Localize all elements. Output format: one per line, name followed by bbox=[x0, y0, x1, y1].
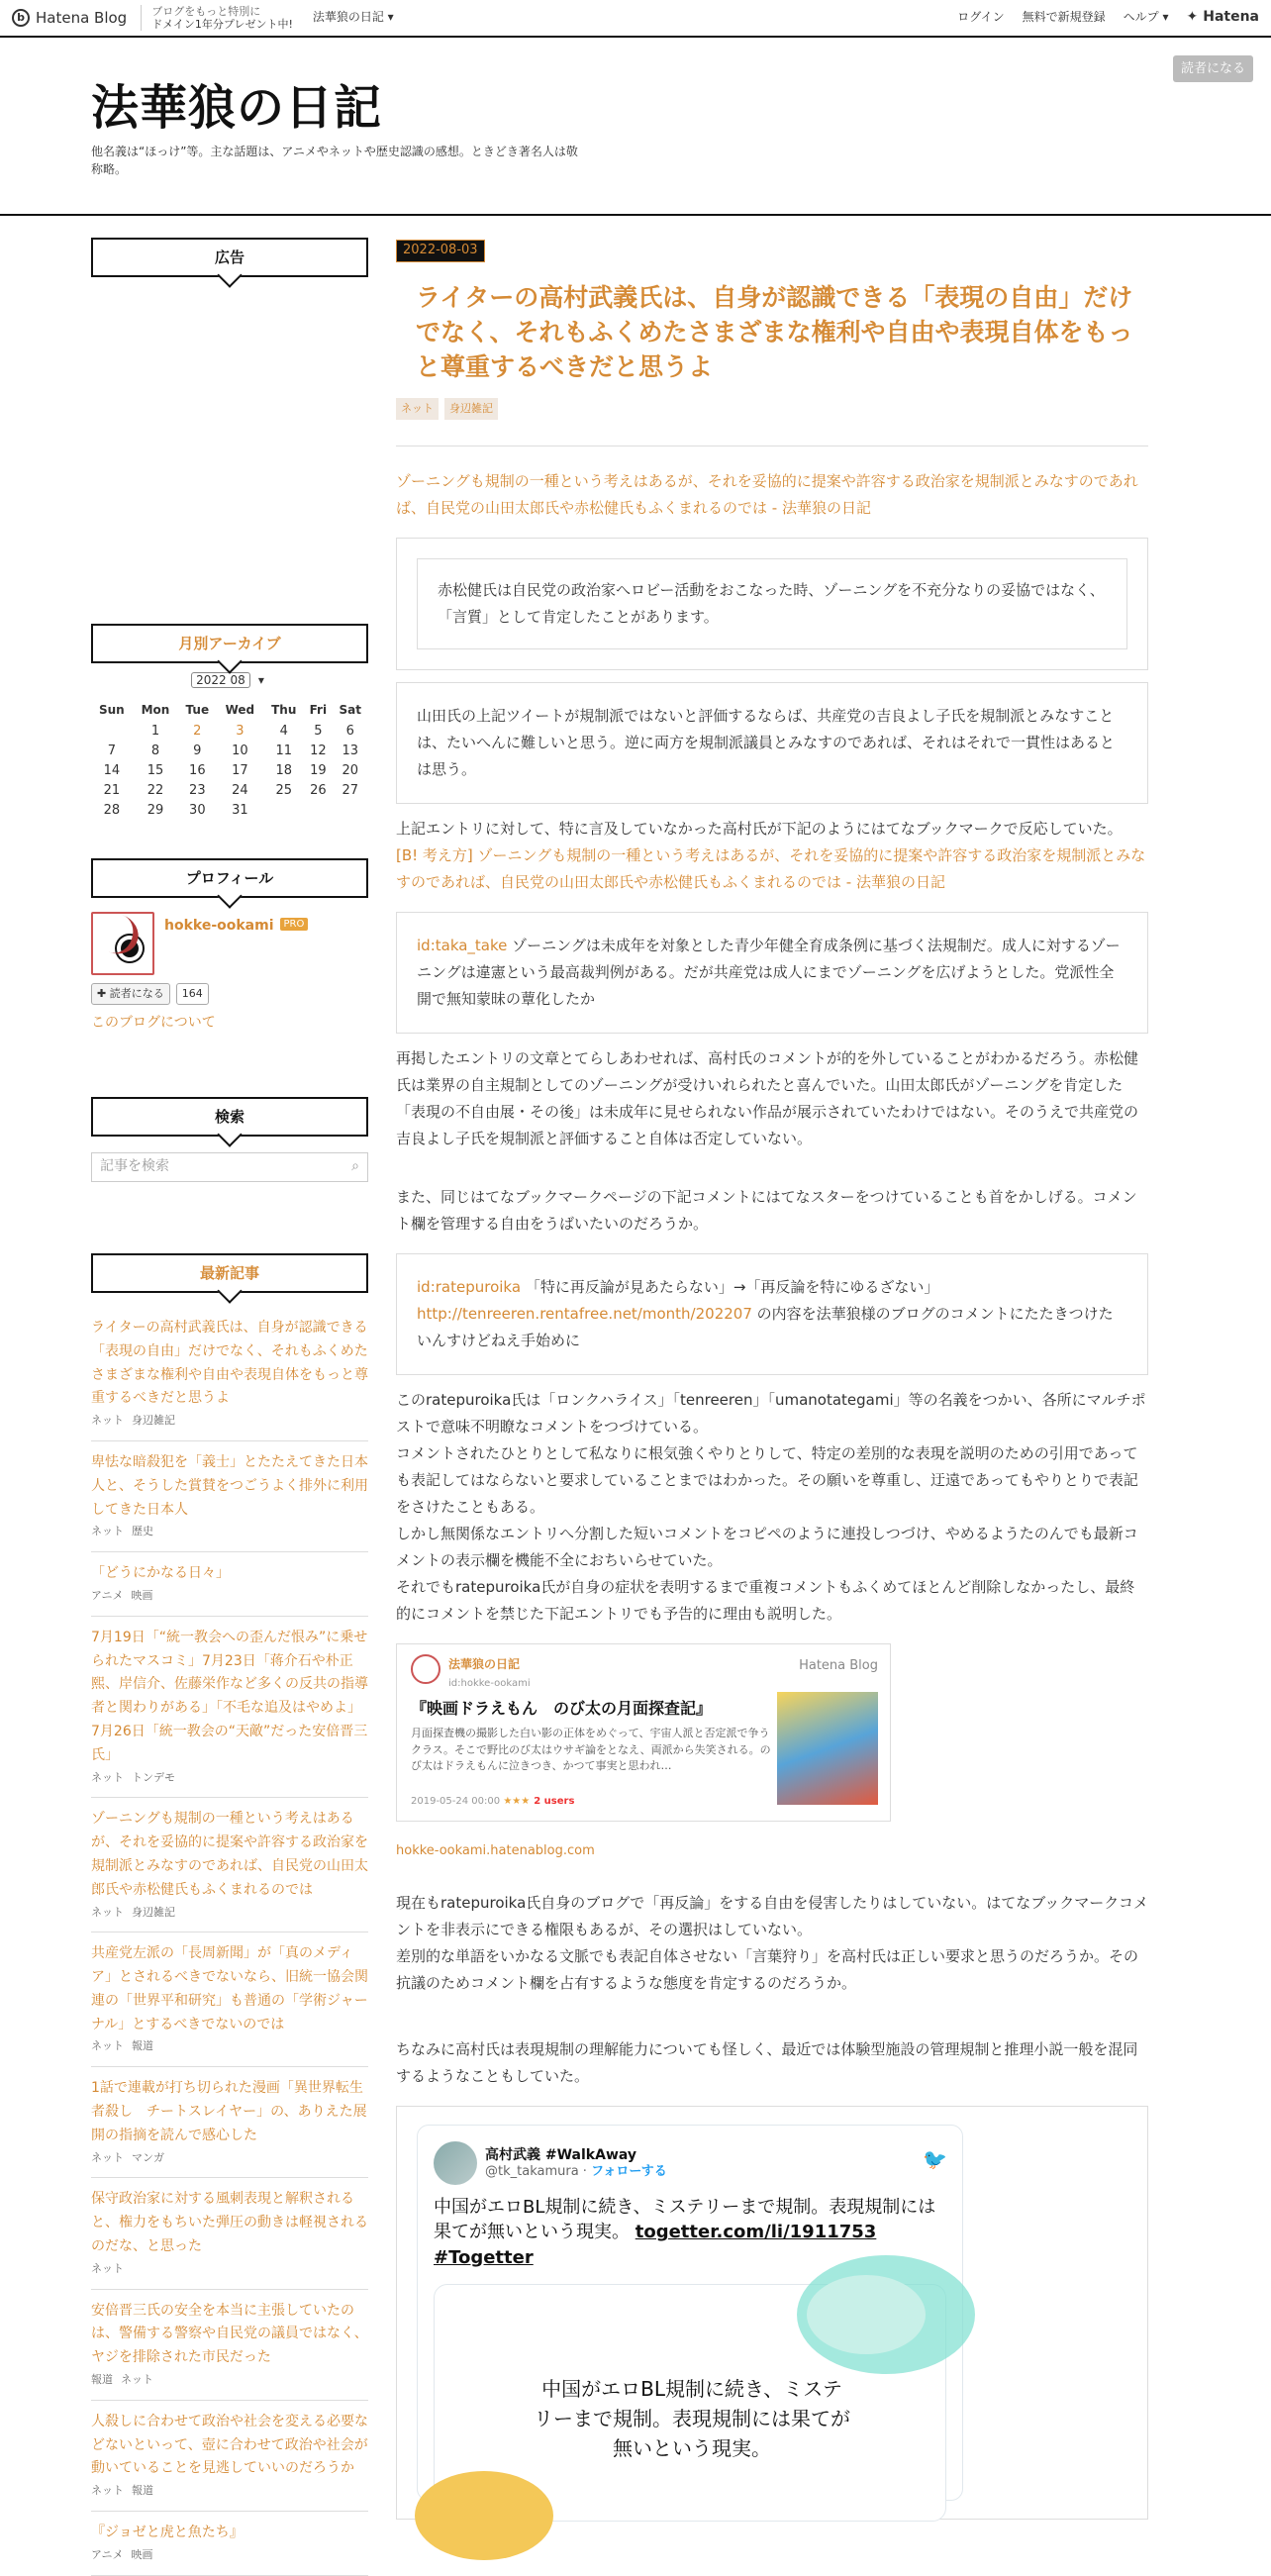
category-tag[interactable]: ネット bbox=[91, 1525, 124, 1538]
profile-name[interactable]: hokke-ookami bbox=[164, 917, 274, 934]
chevron-down-icon: ▾ bbox=[257, 673, 264, 687]
recent-entry-title[interactable]: 人殺しに合わせて政治や社会を変える必要などないといって、壺に合わせて政治や社会が動いていることを見逃していいのだろうか bbox=[91, 2413, 368, 2477]
tweet-link-card[interactable] bbox=[434, 2284, 946, 2522]
card-blog-name[interactable]: 法華狼の日記 bbox=[448, 1656, 521, 1671]
calendar-day: 23 bbox=[189, 782, 206, 798]
recent-entries bbox=[91, 1307, 368, 2576]
tweet-link[interactable]: togetter.com/li/1911753 bbox=[635, 2222, 877, 2243]
recent-entry bbox=[91, 2512, 368, 2576]
entry bbox=[396, 236, 1148, 2520]
category-tag[interactable]: ネット bbox=[91, 2484, 124, 2498]
calendar-day-header: Sat bbox=[339, 703, 361, 718]
calendar-day-header: Tue bbox=[185, 703, 210, 718]
calendar-day: 7 bbox=[107, 743, 116, 758]
entry-date[interactable]: 2022-08-03 bbox=[396, 240, 485, 262]
category-tag[interactable]: マンガ bbox=[132, 2150, 164, 2164]
calendar-day-header: Sun bbox=[98, 703, 125, 718]
calendar-day: 10 bbox=[232, 743, 248, 758]
calendar-day: 19 bbox=[310, 762, 327, 778]
calendar-day: 30 bbox=[189, 802, 206, 818]
blog-header bbox=[0, 38, 1271, 216]
calendar-day: 25 bbox=[275, 782, 293, 798]
calendar-day: 15 bbox=[147, 762, 164, 778]
nested-quote: 赤松健氏は自民党の政治家へロビー活動をおこなった時、ゾーニングを不充分なりの妥協ではなく、「言質」として肯定したことがあります。 bbox=[417, 558, 1127, 649]
recent-entry bbox=[91, 2290, 368, 2401]
recent-entry bbox=[91, 1932, 368, 2067]
calendar-day-header: Mon bbox=[141, 703, 170, 718]
category-tag[interactable]: 身辺雑記 bbox=[132, 1905, 175, 1919]
blockquote bbox=[396, 538, 1148, 670]
calendar-day bbox=[304, 801, 332, 821]
calendar-day: 9 bbox=[193, 743, 202, 758]
calendar-day: 24 bbox=[232, 782, 248, 798]
calendar-day: 21 bbox=[103, 782, 121, 798]
search-module-title: 検索 bbox=[91, 1097, 368, 1137]
profile-module-title: プロフィール bbox=[91, 858, 368, 898]
category-tag[interactable]: 映画 bbox=[131, 2547, 153, 2561]
recent-entry bbox=[91, 2401, 368, 2512]
recent-entry bbox=[91, 2178, 368, 2289]
category-tag[interactable]: アニメ bbox=[91, 1588, 124, 1602]
paragraph: 再掲したエントリの文章とてらしあわせれば、高村氏のコメントが的を外していることがわかるだろう。赤松健氏は業界の自主規制としてのゾーニングが受けいれられたと喜んでいた。山田太郎氏がゾーニングを肯定した「表現の不自由展・その後」は未成年に見せられない作品が展示されていたわけではない。そのうえで共産党の吉良よし子氏を規制派と評価すること自体は否定していない。 bbox=[396, 1048, 1139, 1147]
card-thumbnail bbox=[777, 1692, 878, 1805]
category-tag[interactable]: 身辺雑記 bbox=[132, 1414, 175, 1428]
calendar-day: 11 bbox=[275, 743, 293, 758]
calendar-day[interactable]: 2 bbox=[193, 723, 202, 739]
domain-promo[interactable]: ブログをもっと特別に ドメイン1年分プレゼント中! bbox=[141, 5, 293, 31]
tweet-author[interactable]: 高村武義 #WalkAway bbox=[485, 2146, 637, 2163]
recent-entry bbox=[91, 1441, 368, 1552]
calendar-day: 16 bbox=[189, 762, 206, 778]
tweet-avatar[interactable] bbox=[434, 2141, 477, 2185]
calendar-day: 29 bbox=[147, 802, 164, 818]
calendar-day: 6 bbox=[345, 723, 354, 739]
card-caption[interactable]: hokke-ookami.hatenablog.com bbox=[396, 1842, 595, 1858]
recent-entry-title[interactable]: 『ジョゼと虎と魚たち』 bbox=[91, 2525, 244, 2541]
profile-subscribe-button[interactable]: ✚ 読者になる bbox=[91, 983, 170, 1005]
tweet-hashtag[interactable]: #Togetter bbox=[434, 2246, 534, 2268]
card-excerpt: 月面探査機の撮影した白い影の正体をめぐって、宇宙人派と否定派で争うクラス。そこで野比のび太はウサギ論をとなえ、両派から失笑される。のび太はドラえもんに泣きつき、かつて事実と思われ… bbox=[411, 1727, 771, 1773]
tweet-card-text: 中国がエロBL規制に続き、ミステリーまで規制。表現規制には果てが無いという現実。 bbox=[534, 2376, 850, 2460]
hatena-link[interactable]: ✦ Hatena bbox=[1187, 5, 1260, 30]
calendar-day: 13 bbox=[342, 743, 359, 758]
month-select[interactable]: 2022 08 bbox=[191, 672, 250, 688]
recent-entry-title[interactable]: 卑怯な暗殺犯を「義士」とたたえてきた日本人と、そうした賞賛をつごうよく排外に利用してきた日本人 bbox=[91, 1453, 368, 1518]
entry-category[interactable]: 身辺雑記 bbox=[444, 398, 498, 420]
paragraph: ちなみに高村氏は表現規制の理解能力についても怪しく、最近では体験型施設の管理規制と推理小説一般を混同するようなこともしていた。 bbox=[396, 2040, 1138, 2086]
category-tag[interactable]: ネット bbox=[91, 1414, 124, 1428]
calendar-day: 31 bbox=[232, 802, 248, 818]
bookmark-comment: id:ratepuroika 「特に再反論が見あたらない」→「再反論を特にゆるざない」 http://tenreeren.rentafree.net/month/202207 の内容を法華狼様のブログのコメントにたたきつけたいんすけどねえ手始めに bbox=[396, 1253, 1148, 1375]
paragraph: それでもratepuroika氏が自身の症状を表明するまで重複コメントもふくめてほとんど削除しなかったし、最終的にコメントを禁じた下記エントリでも予告的に理由も説明した。 bbox=[396, 1577, 1135, 1623]
calendar-day: 5 bbox=[314, 723, 323, 739]
category-tag[interactable]: 報道 bbox=[132, 2039, 153, 2053]
recent-entry-title[interactable]: 安倍晋三氏の安全を本当に主張していたのは、警備する警察や自民党の議員ではなく、ヤジを排除された市民だった bbox=[91, 2302, 368, 2366]
blog-title[interactable]: 法華狼の日記 bbox=[91, 80, 383, 136]
calendar-day: 20 bbox=[342, 762, 359, 778]
calendar-day: 17 bbox=[232, 762, 248, 778]
calendar-day: 1 bbox=[150, 723, 160, 739]
calendar-day-header: Wed bbox=[225, 703, 255, 718]
hatena-blog-icon: b bbox=[12, 9, 30, 27]
pro-badge: PRO bbox=[280, 918, 309, 931]
paragraph: 現在もratepuroika氏自身のブログで「再反論」をする自由を侵害したりはしていない。はてなブックマークコメントを非表示にできる権限もあるが、その選択はしていない。 bbox=[396, 1894, 1148, 1939]
sidebar bbox=[91, 216, 368, 2576]
recent-entry-title[interactable]: 「どうにかなる日々」 bbox=[91, 1565, 230, 1582]
category-tag[interactable]: 報道 bbox=[132, 2484, 153, 2498]
calendar-day bbox=[333, 801, 368, 821]
card-blog-id: id:hokke-ookami bbox=[448, 1678, 531, 1690]
recent-module-title: 最新記事 bbox=[91, 1253, 368, 1293]
ad-module-title: 広告 bbox=[91, 238, 368, 277]
paragraph: しかし無関係なエントリへ分割した短いコメントをコピペのように連投しつづけ、やめるようたのんでも最新コメントの表示欄を機能不全におちいらせていた。 bbox=[396, 1524, 1138, 1569]
calendar-day: 18 bbox=[275, 762, 293, 778]
blog-icon bbox=[411, 1654, 440, 1684]
bookmark-comment: id:taka_take ゾーニングは未成年を対象とした青少年健全育成条例に基づく法規制だ。成人に対するゾーニングは違憲という最高裁判例がある。だが共産党は成人にまでゾーニングを広げようとした。党派性全開で無知蒙昧の蕈化したか bbox=[396, 912, 1148, 1034]
blog-embed-card[interactable] bbox=[396, 1643, 891, 1822]
recent-entry-title[interactable]: 1話で連載が打ち切られた漫画「異世界転生者殺し チートスレイヤー」の、ありえた展開の指摘を読んで感心した bbox=[91, 2080, 367, 2143]
recent-entry-title[interactable]: ゾーニングも規制の一種という考えはあるが、それを妥協的に提案や許容する政治家を規制派とみなすのであれば、自民党の山田太郎氏や赤松健氏もふくまれるのでは bbox=[91, 1811, 368, 1898]
paragraph: このratepuroika氏は「ロンクハライス」「tenreeren」「umanotategami」等の名義をつかい、各所にマルチポストで意味不明瞭なコメントをつづけている。 bbox=[396, 1390, 1146, 1436]
subscribe-button[interactable]: 読者になる bbox=[1173, 55, 1253, 82]
signup-link[interactable]: 無料で新規登録 bbox=[1022, 10, 1106, 25]
subscriber-count[interactable]: 164 bbox=[176, 983, 209, 1005]
paragraph: 差別的な単語をいかなる文脈でも表記自体させない「言葉狩り」を高村氏は正しい要求と思うのだろうか。その抗議のためコメント欄を占有するような態度を肯定するのだろうか。 bbox=[396, 1947, 1139, 1993]
calendar-day: 8 bbox=[150, 743, 160, 758]
login-link[interactable]: ログイン bbox=[957, 10, 1005, 25]
recent-entry-title[interactable]: ライターの高村武義氏は、自身が認識できる「表現の自由」だけでなく、それもふくめたさまざまな権利や自由や表現自体をもっと尊重するべきだと思うよ bbox=[91, 1319, 368, 1407]
calendar-day: 22 bbox=[147, 782, 164, 798]
twitter-bird-icon[interactable]: 🐦 bbox=[923, 2147, 947, 2172]
calendar-day-header: Thu bbox=[271, 703, 297, 718]
hatena-blog-logo: Hatena Blog bbox=[799, 1657, 878, 1673]
help-menu[interactable]: ヘルプ ▾ bbox=[1123, 10, 1169, 25]
user-link[interactable]: id:taka_take bbox=[417, 936, 508, 954]
blog-selector[interactable]: 法華狼の日記 ▾ bbox=[312, 10, 394, 25]
calendar-day: 26 bbox=[310, 782, 327, 798]
category-tag[interactable]: ネット bbox=[91, 1770, 124, 1784]
calendar-day bbox=[263, 801, 304, 821]
category-tag[interactable]: ネット bbox=[91, 2150, 124, 2164]
follow-button[interactable]: フォローする bbox=[591, 2163, 667, 2179]
card-date: 2019-05-24 00:00 bbox=[411, 1795, 501, 1807]
bookmark-users[interactable]: 2 users bbox=[534, 1795, 575, 1807]
entry-categories bbox=[396, 398, 1148, 420]
tweet-embed-wrapper bbox=[396, 2106, 1148, 2520]
hatena-icon: ✦ bbox=[1186, 9, 1199, 26]
calendar-day: 28 bbox=[103, 802, 121, 818]
search-icon[interactable]: ⌕ bbox=[351, 1158, 359, 1175]
recent-entry bbox=[91, 1552, 368, 1617]
tweet-text: 中国がエロBL規制に続き、ミステリーまで規制。表現規制には果てが無いという現実。 togetter.com/li/1911753 #Togetter bbox=[434, 2197, 936, 2268]
category-tag[interactable]: ネット bbox=[91, 2039, 124, 2053]
archive-calendar bbox=[91, 669, 368, 821]
recent-entry-title[interactable]: 共産党左派の「長周新聞」が「真のメディア」とされるべきでないなら、旧統一協会関連の「世界平和研究」も普通の「学術ジャーナル」とするべきでないのでは bbox=[91, 1945, 368, 2032]
recent-entry bbox=[91, 1798, 368, 1932]
paragraph: 上記エントリに対して、特に言及していなかった高村氏が下記のようにはてなブックマークで反応していた。 bbox=[396, 819, 1123, 838]
recent-entry bbox=[91, 1617, 368, 1799]
card-title[interactable]: 『映画ドラえもん のび太の月面探査記』 bbox=[411, 1699, 713, 1719]
calendar-day: 27 bbox=[342, 782, 359, 798]
category-tag[interactable]: トンデモ bbox=[132, 1770, 175, 1784]
star-icon: ★★★ bbox=[503, 1795, 531, 1807]
paragraph: コメントされたひとりとして私なりに根気強くやりとりして、特定の差別的な表現を説明のための引用であっても表記してはならないと要求していることまではわかった。その願いを尊重し、迂遠であってもやりとりで表記をさけたこともある。 bbox=[396, 1443, 1138, 1516]
calendar-day: 14 bbox=[103, 762, 121, 778]
blog-description: 他名義は“ほっけ”等。主な話題は、アニメやネットや歴史認識の感想。ときどき著名人は敬称略。 bbox=[91, 145, 578, 176]
hatena-blog-logo[interactable]: b Hatena Blog bbox=[12, 5, 127, 32]
entry-link-1[interactable]: ゾーニングも規制の一種という考えはあるが、それを妥協的に提案や許容する政治家を規制派とみなすのであれば、自民党の山田太郎氏や赤松健氏もふくまれるのでは - 法華狼の日記 bbox=[396, 471, 1138, 517]
search-input[interactable]: 記事を検索 ⌕ bbox=[91, 1152, 368, 1182]
calendar-day: 4 bbox=[279, 723, 288, 739]
avatar[interactable] bbox=[91, 912, 154, 975]
recent-entry bbox=[91, 1307, 368, 1441]
recent-entry-title[interactable]: 保守政治家に対する風刺表現と解釈されると、権力をもちいた弾圧の動きは軽視されるのだな、と思った bbox=[91, 2191, 368, 2255]
calendar-day: 12 bbox=[310, 743, 327, 758]
category-tag[interactable]: アニメ bbox=[91, 2547, 124, 2561]
tweet-embed[interactable]: 高村武義 #WalkAway @tk_takamura · フォローする 🐦 中国がエロBL規制に続き、ミステリーまで規制。表現規制には果てが無いという現実。 togetter.com/li/1911753 #Togetter 中国がエロBL規制に続き、ミステリーまで規制。表現規制には果てが無いという現実。 bbox=[417, 2125, 963, 2501]
recent-entry-title[interactable]: 7月19日「“統一教会への歪んだ恨み”に乗せられたマスコミ」7月23日「蒋介石や朴正熙、岸信介、佐藤栄作など多くの反共の指導者と関わりがある」「不毛な追及はやめよ」7月26日「統一教会の“天敵”だった安倍晋三氏」 bbox=[91, 1629, 368, 1763]
user-link[interactable]: id:ratepuroika bbox=[417, 1277, 522, 1296]
entry-title[interactable]: ライターの高村武義氏は、自身が認識できる「表現の自由」だけでなく、それもふくめたさまざまな権利や自由や表現自体をもっと尊重するべきだと思うよ bbox=[416, 283, 1133, 381]
category-tag[interactable]: 歴史 bbox=[132, 1525, 153, 1538]
blockquote: 山田氏の上記ツイートが規制派ではないと評価するならば、共産党の吉良よし子氏を規制派とみなすことは、たいへんに難しいと思う。逆に両方を規制派議員とみなすのであれば、それはそれで一貫性はあるとは思う。 bbox=[396, 682, 1148, 804]
entry-category[interactable]: ネット bbox=[396, 398, 439, 420]
recent-entry bbox=[91, 2067, 368, 2178]
calendar-day bbox=[91, 722, 133, 742]
category-tag[interactable]: ネット bbox=[121, 2373, 153, 2387]
calendar-day[interactable]: 3 bbox=[236, 723, 244, 739]
category-tag[interactable]: ネット bbox=[91, 1905, 124, 1919]
calendar-day-header: Fri bbox=[309, 703, 328, 718]
archive-module-title: 月別アーカイブ bbox=[91, 624, 368, 663]
about-blog-link[interactable]: このブログについて bbox=[91, 1014, 216, 1031]
category-tag[interactable]: 報道 bbox=[91, 2373, 113, 2387]
category-tag[interactable]: ネット bbox=[91, 2261, 124, 2275]
bookmark-link[interactable]: [B! 考え方] ゾーニングも規制の一種という考えはあるが、それを妥協的に提案や許容する政治家を規制派とみなすのであれば、自民党の山田太郎氏や赤松健氏もふくまれるのでは - 法華狼の日記 bbox=[396, 845, 1146, 891]
paragraph: また、同じはてなブックマークページの下記コメントにはてなスターをつけていることも首をかしげる。コメント欄を管理する自由をうばいたいのだろうか。 bbox=[396, 1187, 1137, 1233]
external-link[interactable]: http://tenreeren.rentafree.net/month/202207 bbox=[417, 1304, 752, 1323]
global-header bbox=[0, 0, 1271, 38]
category-tag[interactable]: 映画 bbox=[131, 1588, 153, 1602]
